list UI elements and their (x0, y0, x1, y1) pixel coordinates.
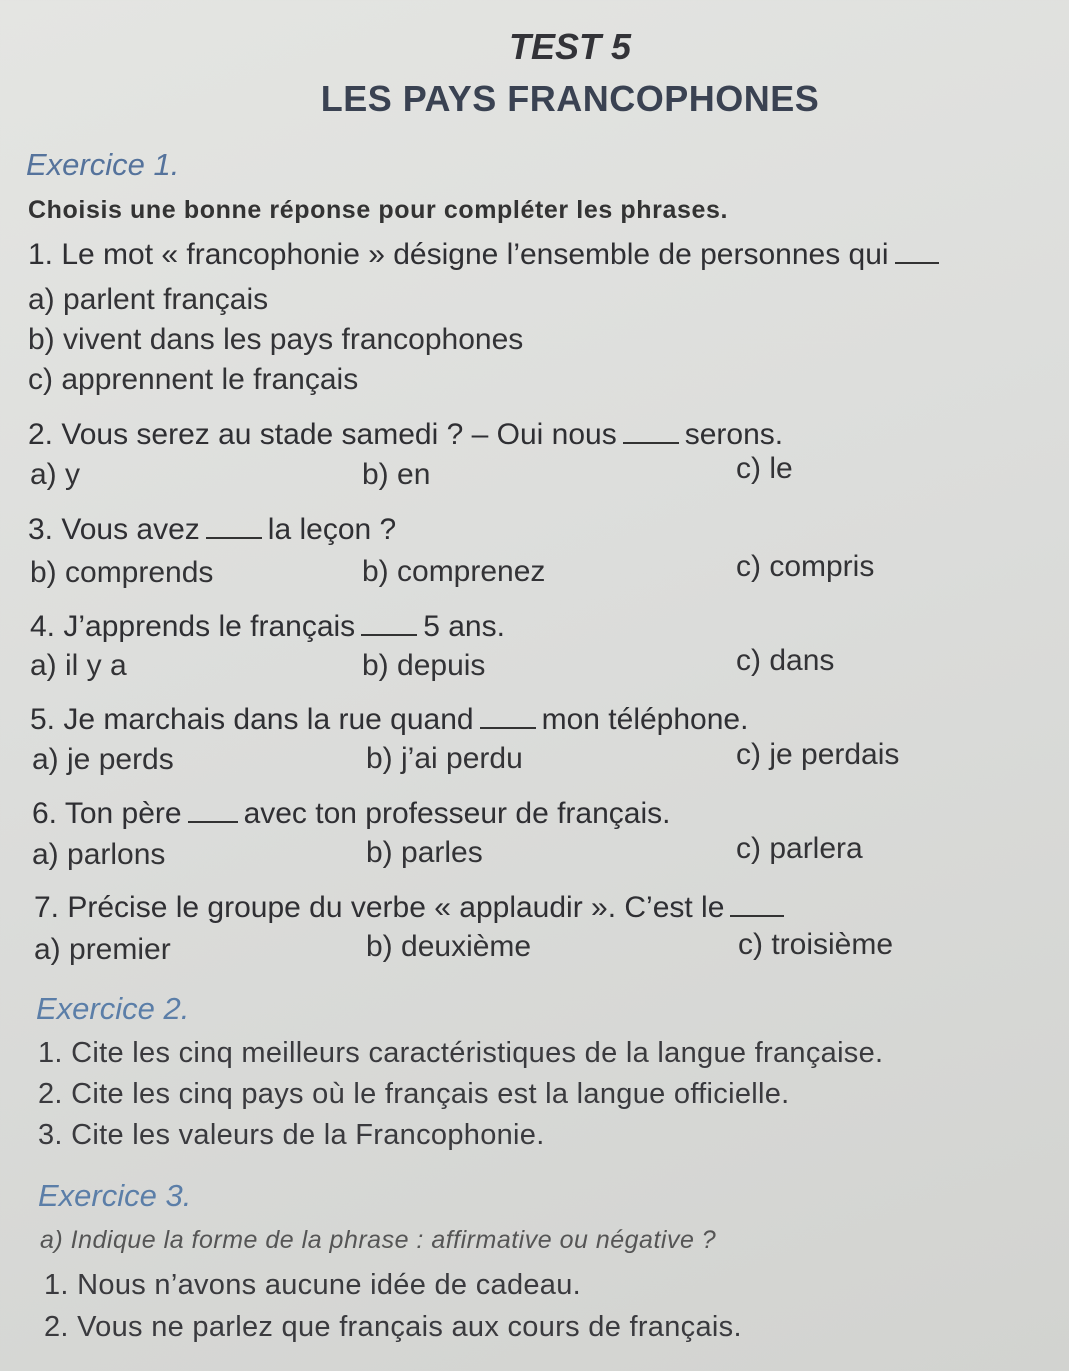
answer-blank (895, 261, 939, 264)
exercise-3-item: 1. Nous n’avons aucune idée de cadeau. (44, 1269, 582, 1301)
answer-blank (730, 914, 784, 917)
exercise-2-item: 1. Cite les cinq meilleurs caractéristiques de la langue française. (38, 1037, 884, 1069)
answer-blank (361, 633, 417, 636)
question-4 (30, 610, 505, 644)
question-4-text-after: 5 ans. (423, 610, 505, 643)
question-3-text-after: la leçon ? (267, 513, 397, 546)
question-7 (34, 891, 790, 925)
question-6-text-after: avec ton professeur de français. (243, 797, 671, 830)
question-3-text-before: 3. Vous avez (28, 513, 200, 546)
exercise-2-title: Exercice 2. (36, 991, 190, 1026)
page-title: LES PAYS FRANCOPHONES (320, 78, 820, 119)
exercise-2-item: 3. Cite les valeurs de la Francophonie. (38, 1119, 545, 1151)
question-4-text-before: 4. J’apprends le français (30, 610, 356, 643)
question-4-option-a: a) il y a (30, 649, 127, 682)
question-1 (28, 238, 945, 272)
exercise-1-title: Exercice 1. (26, 147, 180, 182)
question-3-option-a: b) comprends (30, 556, 214, 589)
question-2-text-after: serons. (684, 418, 784, 451)
question-1-text: 1. Le mot « francophonie » désigne l’ensemble de personnes qui (28, 238, 889, 271)
question-5-option-b: b) j’ai perdu (366, 742, 523, 775)
exercise-3-instruction: a) Indique la forme de la phrase : affirmative ou négative ? (40, 1226, 717, 1254)
question-5-text-after: mon téléphone. (541, 703, 749, 736)
question-2 (28, 418, 783, 452)
question-7-option-c: c) troisième (738, 928, 894, 961)
exercise-1-instruction: Choisis une bonne réponse pour compléter les phrases. (28, 196, 729, 224)
exercise-2-item: 2. Cite les cinq pays où le français est la langue officielle. (38, 1078, 790, 1110)
question-2-text-before: 2. Vous serez au stade samedi ? – Oui nous (28, 418, 617, 451)
question-1-option-b: b) vivent dans les pays francophones (28, 323, 524, 356)
exercise-3-item: 2. Vous ne parlez que français aux cours de français. (44, 1311, 742, 1343)
question-5-text-before: 5. Je marchais dans la rue quand (30, 703, 474, 736)
question-6-option-a: a) parlons (32, 838, 166, 871)
question-2-option-c: c) le (736, 452, 793, 485)
question-3-option-b: b) comprenez (362, 555, 546, 588)
question-7-option-b: b) deuxième (366, 930, 532, 963)
test-label: TEST 5 (508, 26, 632, 67)
question-1-option-c: c) apprennent le français (28, 363, 359, 396)
answer-blank (188, 820, 238, 823)
question-5 (30, 703, 748, 737)
answer-blank (480, 726, 536, 729)
question-7-text: 7. Précise le groupe du verbe « applaudir ». C’est le (34, 891, 725, 924)
question-6-text-before: 6. Ton père (32, 797, 182, 830)
question-6-option-b: b) parles (366, 836, 483, 869)
answer-blank (623, 441, 679, 444)
question-2-option-b: b) en (362, 458, 431, 491)
exercise-3-title: Exercice 3. (38, 1178, 192, 1213)
question-3 (28, 513, 396, 547)
question-4-option-c: c) dans (736, 644, 835, 677)
question-3-option-c: c) compris (736, 550, 875, 583)
question-1-option-a: a) parlent français (28, 283, 269, 316)
question-5-option-c: c) je perdais (736, 738, 900, 771)
question-6 (32, 797, 670, 831)
question-5-option-a: a) je perds (32, 743, 174, 776)
answer-blank (206, 536, 262, 539)
question-7-option-a: a) premier (34, 933, 171, 966)
question-4-option-b: b) depuis (362, 649, 486, 682)
question-6-option-c: c) parlera (736, 832, 863, 865)
question-2-option-a: a) y (30, 458, 81, 491)
